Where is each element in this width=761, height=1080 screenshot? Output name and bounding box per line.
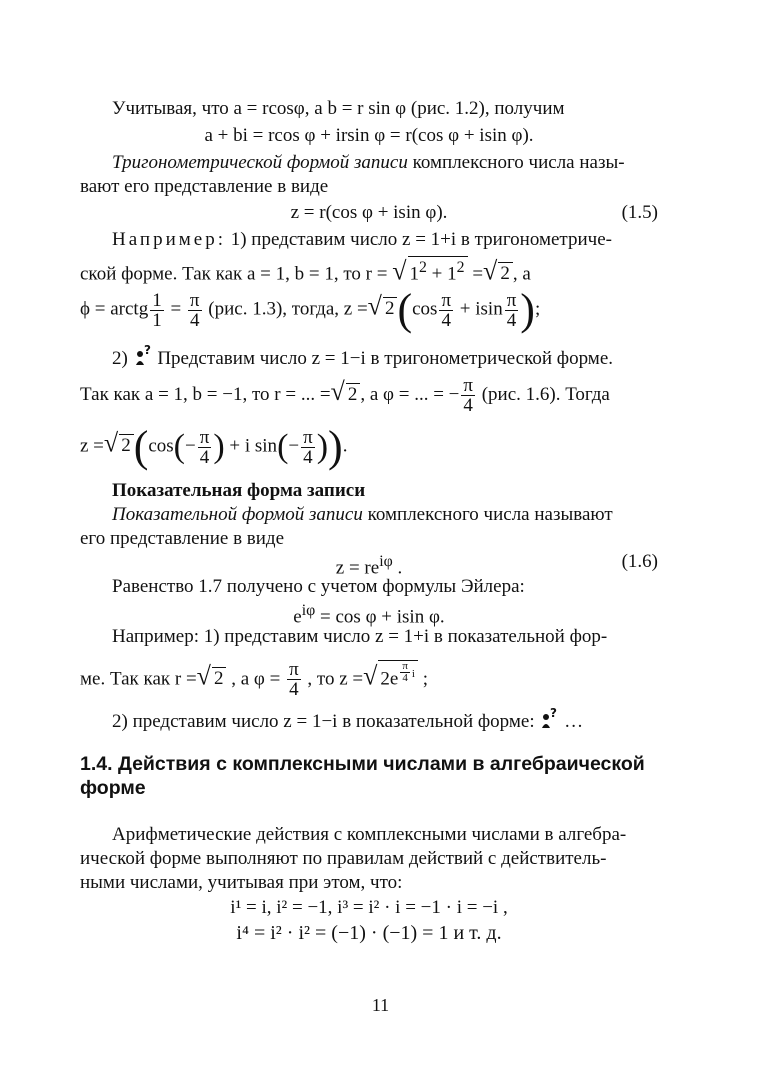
text-span: − [288, 435, 300, 457]
paren: ) [520, 285, 535, 334]
text-line: Арифметические действия с комплексными числами в алгебра- [112, 824, 627, 845]
fraction [150, 291, 164, 330]
text-line: ными числами, учитывая при этом, что: [80, 872, 403, 893]
paren: ) [328, 422, 343, 471]
text-line: его представление в виде [80, 528, 285, 549]
text-span: , а φ = [226, 668, 286, 690]
fraction [188, 291, 202, 330]
text-span: = [165, 298, 186, 320]
text-span: = [467, 263, 484, 285]
formula-line: a + bi = rcos φ + irsin φ = r(cos φ + isin φ). [204, 125, 534, 146]
text-line [112, 151, 658, 175]
paren: ( [397, 285, 413, 334]
radical-sign: √ [330, 376, 345, 406]
denominator: 4 [289, 679, 299, 701]
svg-text:?: ? [143, 345, 151, 357]
sqrt-content: 2 [119, 434, 134, 457]
text-line [112, 345, 658, 371]
numerator: π [402, 660, 408, 672]
text-span: (−1) [382, 922, 418, 944]
text-span: = 1 и т. д. [417, 922, 502, 944]
text-span: комплексного числа назы- [407, 152, 625, 173]
denominator: 4 [303, 446, 313, 468]
text-span: Так как a = 1, b = −1, то r = ... = [80, 383, 331, 405]
paren: ) [213, 428, 225, 465]
fraction [439, 291, 453, 330]
text-span: − [185, 435, 196, 457]
paren: ) [316, 428, 329, 465]
fraction [400, 661, 410, 684]
text-span: z = [80, 435, 104, 457]
sqrt-content: 2 [346, 383, 361, 406]
text-span: , а φ = ... = − [360, 383, 460, 405]
numerator: π [189, 289, 200, 311]
sqrt-content [378, 660, 418, 690]
text-span: i [411, 668, 415, 680]
numerator: π [506, 289, 517, 311]
text-span: = cos φ + isin φ. [315, 606, 445, 628]
text-span: + isin [455, 298, 503, 320]
numerator: π [303, 426, 313, 448]
radical-sign: √ [392, 256, 407, 286]
fraction [505, 291, 519, 330]
radical-sign: √ [103, 428, 119, 458]
equation-number: (1.5) [621, 202, 658, 223]
text-span: 1) представим число z = 1+i в тригонометриче- [225, 229, 612, 250]
numerator: π [463, 375, 473, 396]
formula-line [80, 376, 658, 415]
formula-line: i¹ = i, i² = −1, i³ = i² · i = −1 · i = −i , [230, 897, 508, 918]
text-span: . [392, 557, 403, 579]
fraction [198, 428, 212, 467]
text-line: ической форме выполняют по правилам действий с действитель- [80, 848, 607, 869]
numerator: π [289, 659, 299, 681]
text-span: 1 [409, 263, 419, 285]
text-line [112, 503, 658, 527]
text-span: ме. Так как r = [80, 668, 197, 690]
formula-line [80, 201, 658, 225]
radical-sign: √ [196, 661, 211, 691]
formula-line [80, 285, 658, 334]
exponent: 2 [456, 259, 465, 276]
radical-sign: √ [363, 661, 378, 691]
text-span: . [342, 435, 348, 457]
radical-sign: √ [367, 291, 382, 321]
text-span: (рис. 1.3), тогда, z = [203, 298, 368, 320]
text-span: i⁴ = i² · i² = [236, 922, 332, 944]
denominator: 1 [152, 309, 162, 331]
text-line: Например: 1) представим число z = 1+i в показательной фор- [112, 626, 608, 647]
text-span: e [293, 606, 302, 628]
text-span: (−1) [331, 922, 366, 944]
text-span: · [365, 922, 383, 944]
text-line: вают его представление в виде [80, 176, 329, 197]
numerator: π [199, 426, 210, 448]
text-span: , то z = [302, 668, 364, 690]
text-span: (рис. 1.6). Тогда [476, 383, 610, 405]
text-line [112, 708, 658, 734]
text-line [112, 228, 658, 252]
sqrt-content: 2 [212, 667, 227, 690]
paren: ( [133, 422, 149, 471]
text-span: ; [534, 298, 541, 320]
numerator: 1 [152, 289, 162, 311]
text-span: 2) представим число z = 1−i в показательной форме: [112, 711, 535, 732]
section-heading: 1.4. Действия с комплексными числами в алгебраической [80, 753, 645, 775]
text-span: ϕ = arctg [80, 298, 149, 320]
italic-term: Показательной формой записи [112, 504, 363, 525]
formula-line [80, 921, 658, 945]
text-span: , а [512, 263, 531, 285]
fraction [301, 428, 315, 467]
question-person-icon [539, 708, 559, 730]
fraction [287, 660, 301, 699]
text-span: cos [412, 298, 438, 320]
fraction [461, 376, 475, 415]
text-line: Равенство 1.7 получено с учетом формулы Эйлера: [112, 576, 525, 597]
denominator: 4 [189, 309, 200, 331]
text-line: Учитывая, что a = rcosφ, a b = r sin φ (рис. 1.2), получим [112, 98, 565, 119]
text-span: комплексного числа называют [362, 504, 613, 525]
text-span: ; [417, 668, 428, 690]
sqrt-content: 2 [498, 262, 513, 285]
page-number: 11 [371, 995, 390, 1015]
text-span: … [559, 711, 584, 732]
text-span: z = re [335, 557, 380, 579]
exponent: iφ [379, 553, 393, 570]
denominator: 4 [402, 672, 408, 684]
text-span: ской форме. Так как a = 1, b = 1, то r = [80, 263, 388, 285]
text-span: e [389, 668, 399, 690]
denominator: 4 [506, 309, 517, 331]
svg-text:?: ? [550, 708, 558, 720]
exponent [398, 660, 415, 684]
exponent: iφ [301, 602, 316, 619]
formula-line [80, 660, 658, 699]
text-span: 2) [112, 348, 128, 369]
formula: z = r(cos φ + isin φ). [290, 202, 448, 223]
paren: ( [277, 428, 289, 465]
section-heading: форме [80, 777, 146, 799]
denominator: 4 [441, 309, 451, 331]
question-person-icon [133, 345, 153, 367]
text-span: 2 [380, 668, 390, 690]
paren: ( [173, 428, 185, 465]
denominator: 4 [463, 395, 473, 416]
exponent: 2 [419, 259, 427, 276]
sqrt-content [408, 256, 468, 285]
formula-line [80, 422, 658, 471]
text-line [80, 256, 658, 286]
denominator: 4 [199, 446, 210, 468]
numerator: π [441, 289, 452, 311]
equation-number: (1.6) [621, 551, 658, 572]
text-span: cos [148, 435, 174, 457]
text-span: + 1 [426, 263, 457, 285]
radical-sign: √ [483, 256, 498, 286]
spaced-word: Например: [112, 229, 226, 250]
text-span: + i sin [224, 435, 278, 457]
text-span: Представим число z = 1−i в тригонометрической форме. [152, 348, 614, 369]
section-subheading: Показательная форма записи [112, 480, 366, 501]
italic-term: Тригонометрической формой записи [112, 152, 408, 173]
sqrt-content: 2 [383, 297, 398, 320]
